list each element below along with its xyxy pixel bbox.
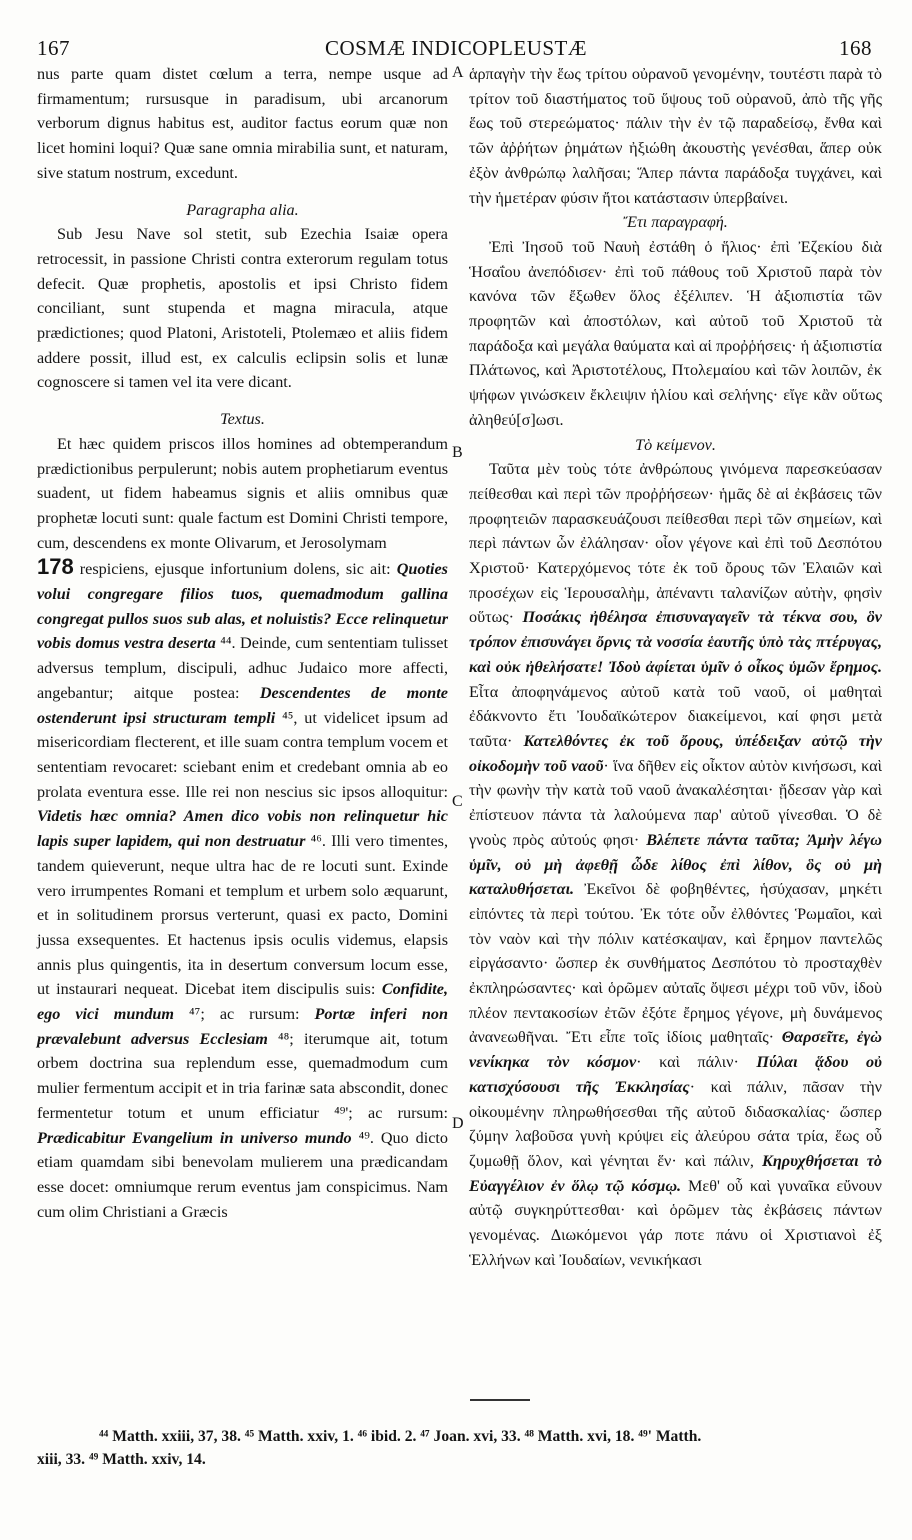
latin-paragraph-3 [37,432,448,1225]
spacer [37,186,448,198]
greek-text-run: · καὶ πάλιν· [636,1053,757,1072]
latin-scripture-quote: Videtis hæc omnia? Amen dico vobis non relinquetur hic lapis super lapidem, qui non destruatur [37,807,448,851]
spacer [37,395,448,407]
footnotes [37,1425,882,1471]
latin-heading-paragrapha: Paragrapha alia. [186,200,299,219]
latin-text-run: ⁴⁵, ut videlicet ipsum ad misericordiam flecterent, et ille suam contra templum vocem et sententiam revocaret: sciebant enim et credebant omnia ab eo prolata eventura esse. Ille rei non nescius sic ipsos alloquitur: [37,708,448,801]
footnote-rule [470,1399,530,1401]
latin-text-run: ⁴⁸; iterumque ait, totum orbem doctrina sua replendum esse, quemadmodum cum mulier fermentum accipit et in tria farinæ sata abscondit, donec fermentetur totum et unum efficiatur ⁴⁹'; ac rursum: [37,1029,448,1122]
latin-column [37,62,448,1224]
latin-paragraph-1: nus parte quam distet cœlum a terra, nempe usque ad firmamentum; rursusque in paradisum, ubi arcanorum verborum dignus habitus est, auditor factus eorum quæ non licet homini loqui? Quæ sane omnia mirabilia sunt, et naturam, sive statum nostrum, excedunt. [37,65,448,182]
greek-text-run: Εἶτα ἀποφηνάμενος αὐτοῦ κατὰ τοῦ ναοῦ, οἱ μαθηταὶ ἐδάκνοντο ἔτι Ἰουδαϊκώτερον διακείμενοι, καί φησι μετὰ ταῦτα· [469,682,882,750]
greek-text-run: Μεθ' οὗ καὶ γυναῖκα εὔνουν αὐτῷ συγκηρύττεσθαι· καὶ ὁρῶμεν τὰς ἐκβάσεις πάντων γενομένας. Διωκόμενοι γάρ ποτε πάνυ οἱ Χριστιανοὶ ἐξ Ἑλλήνων καὶ Ἰουδαίων, νενικήκασι [469,1176,882,1269]
greek-scripture-quote: Ποσάκις ἠθέλησα ἐπισυναγαγεῖν τὰ τέκνα σου, ὃν τρόπον ἐπισυνάγει ὄρνις τὰ νοσσία ἑαυτῆς ὑπὸ τὰς πτέρυγας, καὶ οὐκ ἠθελήσατε! Ἰδοὺ ἀφίεται ὑμῖν ὁ οἶκος ὑμῶν ἔρημος. [469,608,882,676]
latin-heading-textus: Textus. [220,410,265,429]
latin-text-run: respiciens, ejusque infortunium dolens, sic ait: [73,560,397,579]
greek-paragraph-1: ἁρπαγὴν τὴν ἕως τρίτου οὐρανοῦ γενομένην, τουτέστι παρὰ τὸ τρίτον τοῦ διαστήματος τοῦ ὕψους τοῦ οὐρανοῦ, ἀπὸ τῆς γῆς ἕως τοῦ στερεώματος· πάλιν τὴν ἐν τῷ παραδείσῳ, ἔνθα καὶ τῶν ἀῤῥήτων ῥημάτων ἠξιώθη ἀκουστὴς γενέσθαι, ἅπερ οὐκ ἐξὸν ἀνθρώπῳ λαλῆσαι; Ἅπερ πάντα παράδοξα τυγχάνει, καὶ τὴν ἡμετέραν φύσιν ἤτοι κατάστασιν ὑπερβαίνει. [469,65,882,207]
margin-letter-d: D [452,1115,464,1132]
latin-scripture-quote: Prædicabitur Evangelium in universo mundo [37,1128,352,1147]
greek-scripture-quote: Κατελθόντες ἐκ τοῦ ὄρους, ὑπέδειξαν αὐτῷ τὴν οἰκοδομὴν τοῦ ναοῦ [469,731,882,775]
greek-column [469,62,882,1272]
greek-paragraph-3 [469,457,882,1272]
greek-text-run: Ταῦτα μὲν τοὺς τότε ἀνθρώπους γινόμενα παρεσκεύασαν πείθεσθαι καὶ περὶ τῶν προῤῥήσεων· ἡμᾶς δὲ αἱ ἐκβάσεις τῶν προφητειῶν παρασκευάζουσι πείθεσθαι περὶ τῶν σημείων, καὶ περὶ πάντων ὧν ἐλάλησαν· οἷον γέγονε καὶ ἐπὶ τοῦ Δεσπότου Χριστοῦ· Κατερχόμενος τότε ἐκ τοῦ ὄρους τῶν Ἐλαιῶν καὶ προσέχων εἰς Ἱερουσαλὴμ, ἀπέναντι ταλανίζων αὐτὴν, φησὶν οὕτως· [469,460,882,627]
running-title: COSMÆ INDICOPLEUSTÆ [324,36,588,60]
greek-scripture-quote: Πύλαι ᾅδου οὐ κατισχύσουσι τῆς Ἐκκλησίας [469,1053,882,1096]
greek-scripture-quote: Κηρυχθήσεται τὸ Εὐαγγέλιον ἐν ὅλῳ τῷ κόσμῳ. [469,1151,883,1195]
page-number-left: 167 [37,36,70,60]
greek-heading-keimenon: Τὸ κείμενον. [635,435,716,454]
greek-scripture-quote: Βλέπετε πάντα ταῦτα; Ἀμὴν λέγω ὑμῖν, οὐ μὴ ἀφεθῇ ὧδε λίθος ἐπὶ λίθον, ὃς οὐ μὴ καταλυθήσεται. [469,830,882,899]
latin-scripture-quote: Descendentes de monte ostenderunt ipsi structuram templi [37,683,448,727]
latin-scripture-quote: Quoties volui congregare filios tuos, quemadmodum gallina congregat pullos suos sub alas, et noluistis? Ecce relinquetur vobis domus vestra deserta [37,560,448,653]
page-number-right: 168 [839,36,872,60]
latin-scripture-quote: Confidite, ego vici mundum [37,980,448,1024]
greek-text-run: Ἐκεῖνοι δὲ φοβηθέντες, ἡσύχασαν, μηκέτι εἰπόντες τὰ περὶ τούτου. Ἐκ τότε οὖν ἐλθόντες Ῥωμαῖοι, καὶ τὸν ναὸν καὶ τὴν πόλιν κατέσκαψαν, καὶ ἔρημον παντελῶς εἰργάσαντο· ὥσπερ ἐκ συνθήματος Δεσπότου τὸ προσταχθὲν ἐκπληρώσαντες· καὶ ὁρῶμεν αὐταῖς ὄψεσι μέχρι τοῦ νῦν, ἰδοὺ πλέον πεντακοσίων ἐτῶν ἐξότε ἔρημος γέγονε, μὴ δυνάμενος ἀνανεωθῆναι. Ἔτι εἶπε τοῖς ἰδίοις μαθηταῖς· [469,880,882,1047]
greek-scripture-quote: Θαρσεῖτε, ἐγὼ νενίκηκα τὸν κόσμον [469,1028,882,1072]
greek-text-run: · καὶ πάλιν, πᾶσαν τὴν οἰκουμένην πληρωθήσεσθαι τῆς αὐτοῦ διδασκαλίας· ὥσπερ ζύμην λαβοῦσα γυνὴ κρύψει εἰς ἀλεύρου σάτα τρία, ἕως οὗ ζυμωθῇ ὅλον, καὶ γένηται ἕν· καὶ πάλιν, [469,1077,882,1170]
margin-letter-a: A [452,64,464,81]
margin-letter-b: B [452,444,463,461]
latin-text-run: ⁴⁷; ac rursum: [174,1005,315,1024]
latin-scripture-quote: Portæ inferi non prævalebunt adversus Ecclesiam [37,1005,448,1048]
greek-text-run: · ἵνα δῆθεν εἰς οἶκτον αὐτὸν κινήσωσι, καὶ τὴν φωνὴν τὴν κατὰ τοῦ ναοῦ ἀνακαλέσηται· ᾔδεσαν γὰρ καὶ ἐπίστευον πάντα τὰ λαλούμενα παρ' αὐτοῦ γίνεσθαι. Ὁ δὲ γνοὺς πρὸς αὐτούς φησι· [469,756,882,849]
latin-text-run: ⁴⁹. Quo dicto etiam quamdam sibi benevolam mulierem una prædicandam esse docet: omniumque rerum eventus jam conspicimus. Nam cum olim Christiani a Græcis [37,1128,448,1221]
margin-letter-c: C [452,793,463,810]
latin-text-run: ⁴⁶. Illi vero timentes, tandem quieverunt, neque ultra hac de re locuti sunt. Exinde vero irrumpentes Romani et templum et urbem solo æquarunt, et in solitudinem prorsus verterunt, quasi ex pacto, Domini jussa exsequentes. Et hactenus ipsis oculis videmus, elapsis annis plus quingentis, ita in desertum conversum locum esse, ut instaurari nequeat. Dicebat item discipulis suis: [37,832,448,999]
latin-paragraph-2: Sub Jesu Nave sol stetit, sub Ezechia Isaiæ opera retrocessit, in passione Christi contra exterorum regulam totus defecit. Quæ prophetis, apostolis et ipsi Christo fidem conciliant, sunt stupenda et magna miracula, atque prædictiones; quod Platoni, Aristoteli, Ptolemæo et aliis fidem addere possit, illud est, ex calculis eclipsin solis et lunæ cognoscere si tamen vel ita vere dicant. [37,225,448,392]
greek-heading-paragraphe: Ἔτι παραγραφή. [623,213,728,232]
verse-number: 178 [37,554,74,580]
footnote-line-1: ⁴⁴ Matth. xxiii, 37, 38. ⁴⁵ Matth. xxiv, 1. ⁴⁶ ibid. 2. ⁴⁷ Joan. xvi, 33. ⁴⁸ Matth. xvi, 18. ⁴⁹' Matth. [99,1428,702,1445]
footnote-line-2: xiii, 33. ⁴⁹ Matth. xxiv, 14. [37,1451,206,1468]
greek-paragraph-2: Ἐπὶ Ἰησοῦ τοῦ Ναυὴ ἐστάθη ὁ ἥλιος· ἐπὶ Ἐζεκίου διὰ Ἡσαΐου ἀνεπόδισεν· ἐπὶ τοῦ πάθους τοῦ Χριστοῦ παρὰ τὸν κανόνα τῶν ἔξωθεν ὅλος ἐξέλιπεν. Ἡ ἀξιοπιστία τῶν προφητῶν καὶ ἀποστόλων, καὶ αὐτοῦ τοῦ Χριστοῦ τὰ παράδοξα καὶ μεγάλα θαύματα καὶ αἱ προῤῥήσεις· ἡ ἀξιοπιστία Πλάτωνος, καὶ Ἀριστοτέλους, Πτολεμαίου καὶ τῶν λοιπῶν, ἐκ ψήφων γινώσκειν ἔκλειψιν ἡλίου καὶ σελήνης· εἴγε κἂν οὕτως ἀληθεύ[σ]ωσι. [469,237,882,429]
latin-text-run: Et hæc quidem priscos illos homines ad obtemperandum prædictionibus perpulerunt; nobis autem prophetiarum eventus suadent, ut fidem habeamus signis et aliis omnibus quæ prophetæ locuti sunt: quale factum est Domini Christi tempore, cum, descendens ex monte Olivarum, et Jerosolymam [37,434,448,552]
latin-text-run: ⁴⁴. Deinde, cum sententiam tulisset adversus templum, discipuli, adhuc Judaico more affecti, angebantur; aitque postea: [37,634,448,702]
